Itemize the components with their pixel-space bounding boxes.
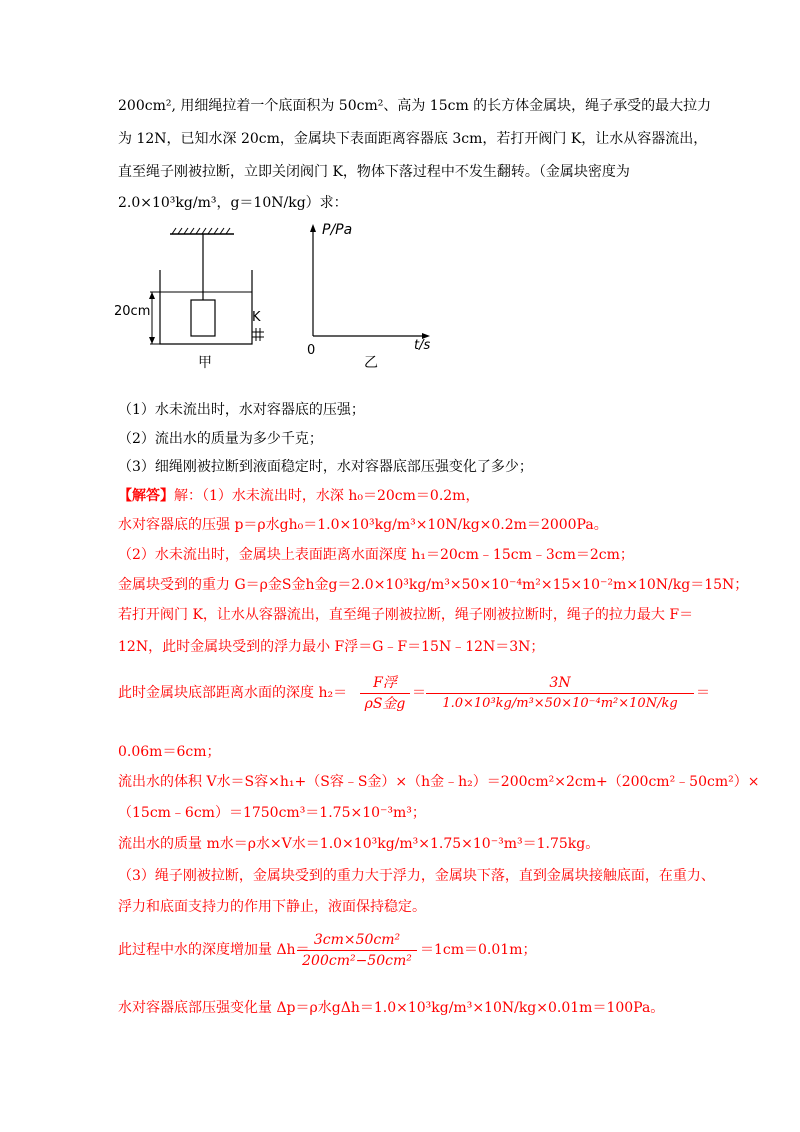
caption-jia: 甲 [198,355,212,371]
figure-yi [300,220,450,350]
figure-jia [112,224,272,374]
answer-line-5: 若打开阀门 K，让水从容器流出，直至绳子刚被拉断，绳子刚被拉断时，绳子的拉力最大 F＝ [118,607,694,623]
x-axis-label: t/s [414,338,431,353]
answer-line-13: 浮力和底面支持力的作用下静止，液面保持稳定。 [118,899,426,915]
question-2: （2）流出水的质量为多少千克； [118,431,323,447]
answer-line-12: （3）绳子刚被拉断，金属块受到的重力大于浮力，金属块下落，直到金属块接触底面，在重力、 [118,868,715,884]
answer-line-2: 水对容器底的压强 p＝ρ水gh₀＝1.0×10³kg/m³×10N/kg×0.2m＝2000Pa。 [118,517,608,533]
answer-line-1 [118,486,479,506]
answer-line-6: 12N，此时金属块受到的浮力最小 F浮＝G﹣F＝15N﹣12N＝3N； [118,639,545,655]
answer-line-15: 水对容器底部压强变化量 Δp＝ρ水gΔh＝1.0×10³kg/m³×10N/kg×0.01m＝100Pa。 [118,1000,665,1016]
label-k: K [252,310,261,325]
problem-line-1: 200cm², 用细绳拉着一个底面积为 50cm²、高为 15cm 的长方体金属块，绳子承受的最大拉力 [118,98,712,114]
answer-line-3: （2）水未流出时，金属块上表面距离水面深度 h₁＝20cm﹣15cm﹣3cm＝2cm； [118,547,634,563]
question-3: （3）细绳刚被拉断到液面稳定时，水对容器底部压强变化了多少； [118,459,533,475]
problem-line-2: 为 12N，已知水深 20cm，金属块下表面距离容器底 3cm，若打开阀门 K，让水从容器流出， [118,131,708,147]
fraction-h2-second-den: 1.0×10³kg/m³×50×10⁻⁴m²×10N/kg [442,696,678,711]
answer-tag: 【解答】 [118,488,174,504]
answer-line-4: 金属块受到的重力 G＝ρ金S金h金g＝2.0×10³kg/m³×50×10⁻⁴m²×15×10⁻²m×10N/kg＝15N； [118,577,749,593]
equals-sign-1: ＝ [412,685,426,701]
caption-yi: 乙 [364,355,378,371]
fraction-h2-first [360,673,410,714]
answer-line-8: 0.06m＝6cm； [118,744,221,760]
fraction-delta-h-num: 3cm×50cm² [313,932,401,948]
fraction-h2-first-num: F浮 [373,675,397,691]
answer-line-14-prefix: 此过程中水的深度增加量 Δh＝ [118,942,310,958]
answer-line-11: 流出水的质量 m水＝ρ水×V水＝1.0×10³kg/m³×1.75×10⁻³m³＝1.75kg。 [118,836,600,852]
fraction-delta-h [297,930,417,971]
answer-line-7-prefix: 此时金属块底部距离水面的深度 h₂＝ [118,685,348,701]
answer-line-10: （15cm﹣6cm）＝1750cm³＝1.75×10⁻³m³； [118,805,426,821]
problem-line-4: 2.0×10³kg/m³，g＝10N/kg）求： [118,195,348,211]
origin-label: 0 [307,343,316,358]
fraction-h2-second-num: 3N [549,675,571,691]
answer-line-14-suffix: ＝1cm＝0.01m； [420,942,537,958]
equals-sign-2: ＝ [696,685,710,701]
question-1: （1）水未流出时，水对容器底的压强； [118,402,365,418]
label-20cm: 20cm [114,304,151,319]
fraction-h2-second [426,673,694,714]
answer-line-9: 流出水的体积 V水＝S容×h₁+（S容﹣S金）×（h金﹣h₂）＝200cm²×2cm+（200cm²﹣50cm²）× [118,774,760,790]
fraction-h2-first-den: ρS金g [364,696,406,712]
y-axis-label: P/Pa [322,222,353,238]
answer-line-1-text: 解：（1）水未流出时，水深 h₀＝20cm＝0.2m， [174,488,480,504]
problem-line-3: 直至绳子刚被拉断，立即关闭阀门 K，物体下落过程中不发生翻转。（金属块密度为 [118,164,630,180]
fraction-delta-h-den: 200cm²−50cm² [302,953,412,969]
